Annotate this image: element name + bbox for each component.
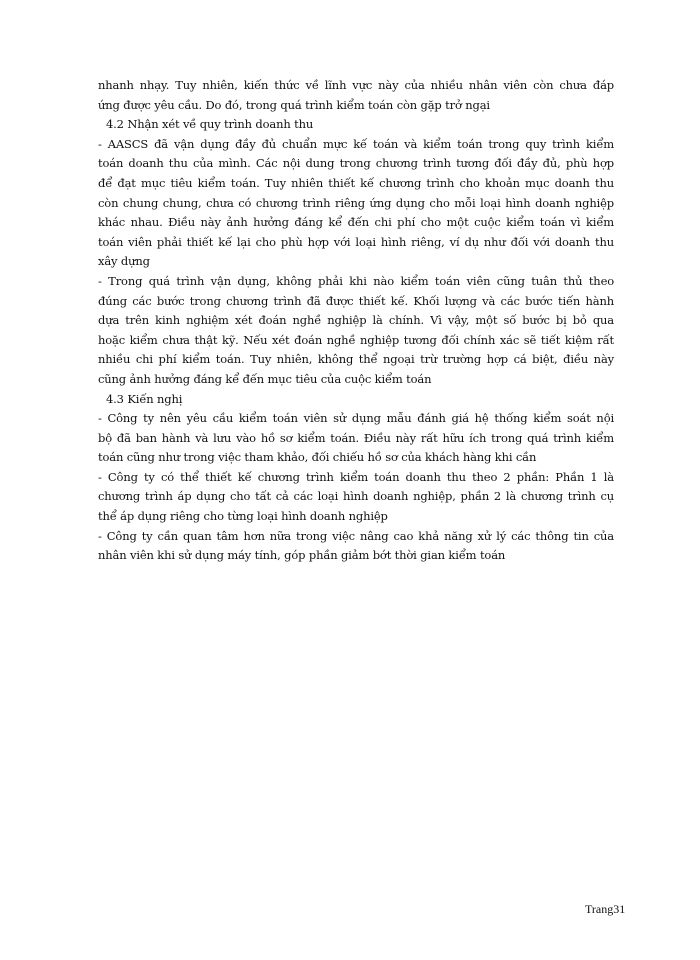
paragraph-line: - Trong quá trình vận dụng, không phải khi nào kiểm toán viên cũng tuân thủ theo — [98, 273, 614, 288]
section-heading: 4.3 Kiến nghị — [106, 391, 183, 406]
paragraph-line: cũng ảnh hưởng đáng kể đến mục tiêu của cuộc kiểm toán — [98, 371, 432, 386]
paragraph-line: thể áp dụng riêng cho từng loại hình doanh nghiệp — [98, 509, 388, 524]
paragraph-line: - Công ty có thể thiết kế chương trình kiểm toán doanh thu theo 2 phần: Phần 1 là — [98, 469, 614, 484]
paragraph-line: toán cũng như trong việc tham khảo, đối chiếu hồ sơ của khách hàng khi cần — [98, 450, 537, 465]
section-heading: 4.2 Nhận xét về quy trình doanh thu — [106, 117, 314, 132]
paragraph-line: nhanh nhạy. Tuy nhiên, kiến thức về lĩnh vực này của nhiều nhân viên còn chưa đáp — [98, 78, 614, 92]
paragraph-line: xây dựng — [98, 254, 150, 269]
paragraph-line: đúng các bước trong chương trình đã được thiết kế. Khối lượng và các bước tiến hành — [98, 293, 614, 308]
paragraph-line: bộ đã ban hành và lưu vào hồ sơ kiểm toán. Điều này rất hữu ích trong quá trình kiểm — [98, 430, 614, 445]
paragraph-line: dựa trên kinh nghiệm xét đoán nghề nghiệp là chính. Vì vậy, một số bước bị bỏ qua — [98, 313, 614, 328]
paragraph-line: ứng được yêu cầu. Do đó, trong quá trình kiểm toán còn gặp trở ngại — [98, 97, 490, 112]
paragraph-line: khác nhau. Điều này ảnh hưởng đáng kể đến chi phí cho một cuộc kiểm toán vì kiểm — [98, 215, 614, 230]
paragraph-line: còn chung chung, chưa có chương trình riêng ứng dụng cho mỗi loại hình doanh nghiệp — [98, 195, 614, 210]
paragraph-line: toán viên phải thiết kế lại cho phù hợp với loại hình riêng, ví dụ như đối với doanh thu — [98, 234, 614, 249]
paragraph-line: toán doanh thu của mình. Các nội dung trong chương trình tương đối đầy đủ, phù hợp — [98, 156, 614, 171]
document-page-body — [98, 76, 614, 566]
paragraph-line: nhiều chi phí kiểm toán. Tuy nhiên, không thể ngoại trừ trường hợp cá biệt, điều này — [98, 352, 614, 367]
page-number: Trang31 — [585, 902, 626, 916]
paragraph-line: nhân viên khi sử dụng máy tính, góp phần giảm bớt thời gian kiểm toán — [98, 548, 506, 563]
paragraph-line: - AASCS đã vận dụng đầy đủ chuẩn mực kế toán và kiểm toán trong quy trình kiểm — [98, 136, 614, 151]
paragraph-line: chương trình áp dụng cho tất cả các loại hình doanh nghiệp, phần 2 là chương trình cụ — [98, 489, 614, 504]
paragraph-line: để đạt mục tiêu kiểm toán. Tuy nhiên thiết kế chương trình cho khoản mục doanh thu — [98, 175, 614, 190]
paragraph-line: - Công ty cần quan tâm hơn nữa trong việc nâng cao khả năng xử lý các thông tin của — [98, 528, 614, 543]
paragraph-line: - Công ty nên yêu cầu kiểm toán viên sử dụng mẫu đánh giá hệ thống kiểm soát nội — [98, 411, 614, 426]
paragraph-line: hoặc kiểm chưa thật kỹ. Nếu xét đoán nghề nghiệp tương đối chính xác sẽ tiết kiệm rất — [98, 332, 614, 347]
